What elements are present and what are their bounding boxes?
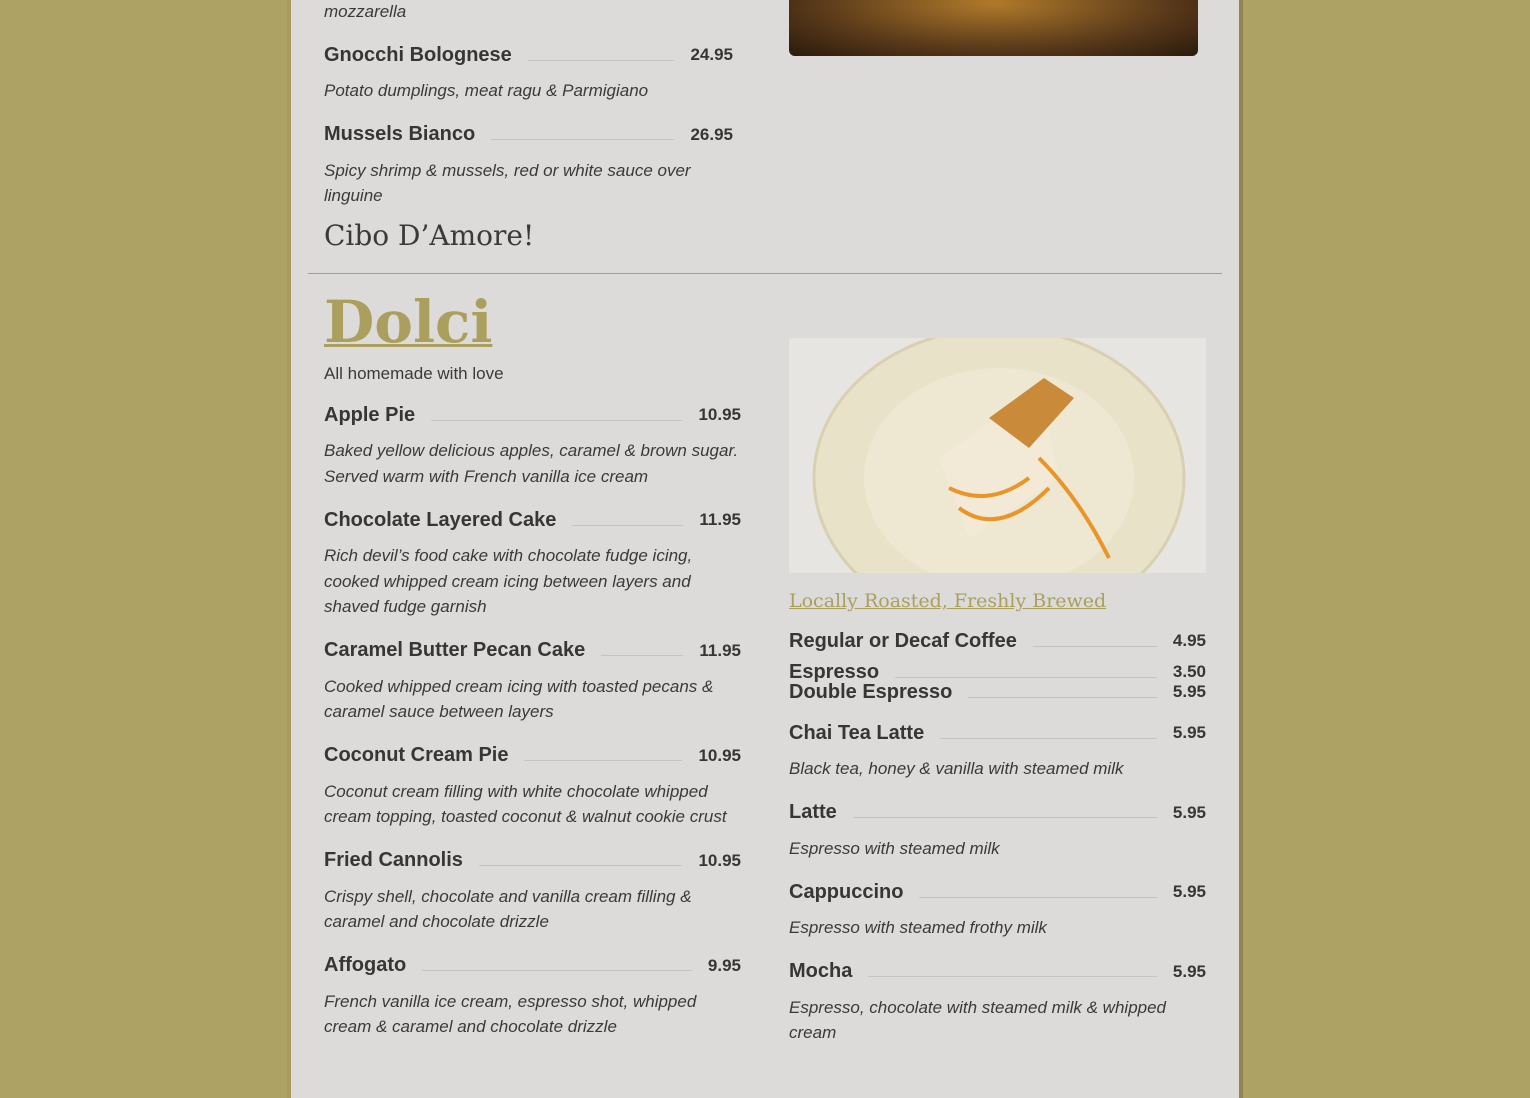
menu-item — [324, 846, 741, 935]
item-description: Rich devil’s food cake with chocolate fudge icing, cooked whipped cream icing between layers and shaved fudge garnish — [324, 546, 693, 616]
section-subtitle: All homemade with love — [324, 364, 504, 383]
item-description: Espresso with steamed milk — [789, 838, 1000, 858]
item-name: Caramel Butter Pecan Cake — [324, 639, 586, 661]
item-description: French vanilla ice cream, espresso shot, whipped cream & caramel and chocolate drizzle — [324, 991, 697, 1036]
menu-item — [789, 957, 1206, 1046]
item-price: 10.95 — [698, 745, 741, 765]
dotted-leader — [479, 865, 683, 866]
item-price: 5.95 — [1172, 723, 1206, 742]
menu-item-row — [789, 877, 1206, 907]
menu-item — [324, 120, 733, 209]
item-name: Latte — [789, 801, 837, 823]
item-name: Chai Tea Latte — [789, 721, 925, 744]
dotted-leader — [422, 970, 692, 971]
menu-item-row — [789, 682, 1206, 702]
item-description: mozzarella — [324, 2, 407, 21]
item-price: 3.50 — [1172, 662, 1206, 681]
dotted-leader — [868, 976, 1157, 977]
item-name: Double Espresso — [789, 680, 953, 703]
menu-item — [324, 40, 733, 104]
item-description: Black tea, honey & vanilla with steamed milk — [789, 759, 1124, 778]
menu-item — [324, 951, 741, 1040]
menu-item — [789, 718, 1206, 782]
dotted-leader — [919, 897, 1156, 898]
item-name: Affogato — [324, 954, 407, 976]
menu-item — [789, 662, 1206, 682]
item-price: 4.95 — [1172, 631, 1206, 650]
coffee-section — [789, 590, 1206, 1062]
item-description: Espresso with steamed frothy milk — [789, 918, 1047, 937]
menu-item — [789, 682, 1206, 702]
item-price: 10.95 — [698, 405, 741, 424]
tagline: Cibo D’Amore! — [324, 218, 535, 252]
item-price: 11.95 — [699, 510, 741, 529]
item-price: 5.95 — [1172, 682, 1206, 701]
menu-item-row — [789, 718, 1206, 748]
item-price: 5.95 — [1172, 961, 1206, 981]
menu-item — [324, 741, 741, 830]
item-name: Coconut Cream Pie — [324, 744, 509, 766]
item-name: Gnocchi Bolognese — [324, 43, 512, 66]
dotted-leader — [491, 139, 674, 140]
item-price: 5.95 — [1172, 882, 1206, 901]
item-name: Espresso — [789, 660, 880, 683]
menu-item-row — [324, 40, 733, 70]
section-divider — [308, 273, 1222, 274]
dotted-leader — [895, 677, 1157, 678]
dotted-leader — [1033, 646, 1157, 647]
menu-item — [789, 798, 1206, 862]
menu-item — [324, 636, 741, 725]
menu-item-row — [789, 662, 1206, 682]
item-name: Apple Pie — [324, 403, 416, 426]
menu-item-row — [789, 626, 1206, 656]
item-price: 24.95 — [690, 45, 733, 64]
dotted-leader — [572, 525, 683, 526]
dotted-leader — [431, 420, 682, 421]
item-name: Cappuccino — [789, 880, 904, 903]
cake-image — [789, 338, 1206, 573]
item-description: Potato dumplings, meat ragu & Parmigiano — [324, 81, 649, 100]
dotted-leader — [853, 817, 1157, 818]
menu-item-row — [324, 636, 741, 666]
menu-item-row — [789, 957, 1206, 987]
menu-item-row — [324, 951, 741, 981]
item-description: Cooked whipped cream icing with toasted pecans & caramel sauce between layers — [324, 676, 714, 721]
menu-item-row — [324, 505, 741, 535]
menu-item-row — [789, 798, 1206, 828]
section-title-coffee[interactable]: Locally Roasted, Freshly Brewed — [789, 590, 1107, 612]
menu-item-row — [324, 741, 741, 771]
dolci-section — [324, 288, 741, 1056]
top-food-photo — [789, 0, 1198, 56]
item-price: 9.95 — [707, 955, 741, 975]
item-description: Espresso, chocolate with steamed milk & whipped cream — [789, 997, 1167, 1042]
menu-item-row — [324, 400, 741, 430]
item-name: Fried Cannolis — [324, 849, 463, 871]
menu-item-row — [324, 120, 733, 150]
item-description: Coconut cream filling with white chocolate whipped cream topping, toasted coconut & walnut cookie crust — [324, 781, 727, 826]
cake-photo — [789, 338, 1206, 573]
item-price: 26.95 — [690, 124, 733, 144]
item-description: Crispy shell, chocolate and vanilla cream filling & caramel and chocolate drizzle — [324, 886, 692, 931]
section-title-dolci[interactable]: Dolci — [324, 288, 493, 356]
dotted-leader — [601, 655, 683, 656]
menu-item — [789, 877, 1206, 941]
item-price: 11.95 — [699, 640, 741, 660]
menu-item — [324, 505, 741, 620]
dotted-leader — [968, 697, 1157, 698]
item-name: Mussels Bianco — [324, 123, 476, 145]
item-name: Chocolate Layered Cake — [324, 508, 557, 531]
item-name: Regular or Decaf Coffee — [789, 629, 1017, 652]
item-description: Spicy shrimp & mussels, red or white sauce over linguine — [324, 160, 691, 205]
menu-item — [324, 400, 741, 489]
dotted-leader — [524, 760, 682, 761]
item-price: 10.95 — [698, 850, 741, 870]
menu-item-row — [324, 846, 741, 876]
item-description: Baked yellow delicious apples, caramel & brown sugar. Served warm with French vanilla ice cream — [324, 441, 739, 486]
top-section — [324, 0, 733, 252]
menu-item — [789, 626, 1206, 656]
dotted-leader — [528, 60, 675, 61]
item-name: Mocha — [789, 960, 853, 982]
item-price: 5.95 — [1172, 802, 1206, 822]
dotted-leader — [940, 738, 1157, 739]
